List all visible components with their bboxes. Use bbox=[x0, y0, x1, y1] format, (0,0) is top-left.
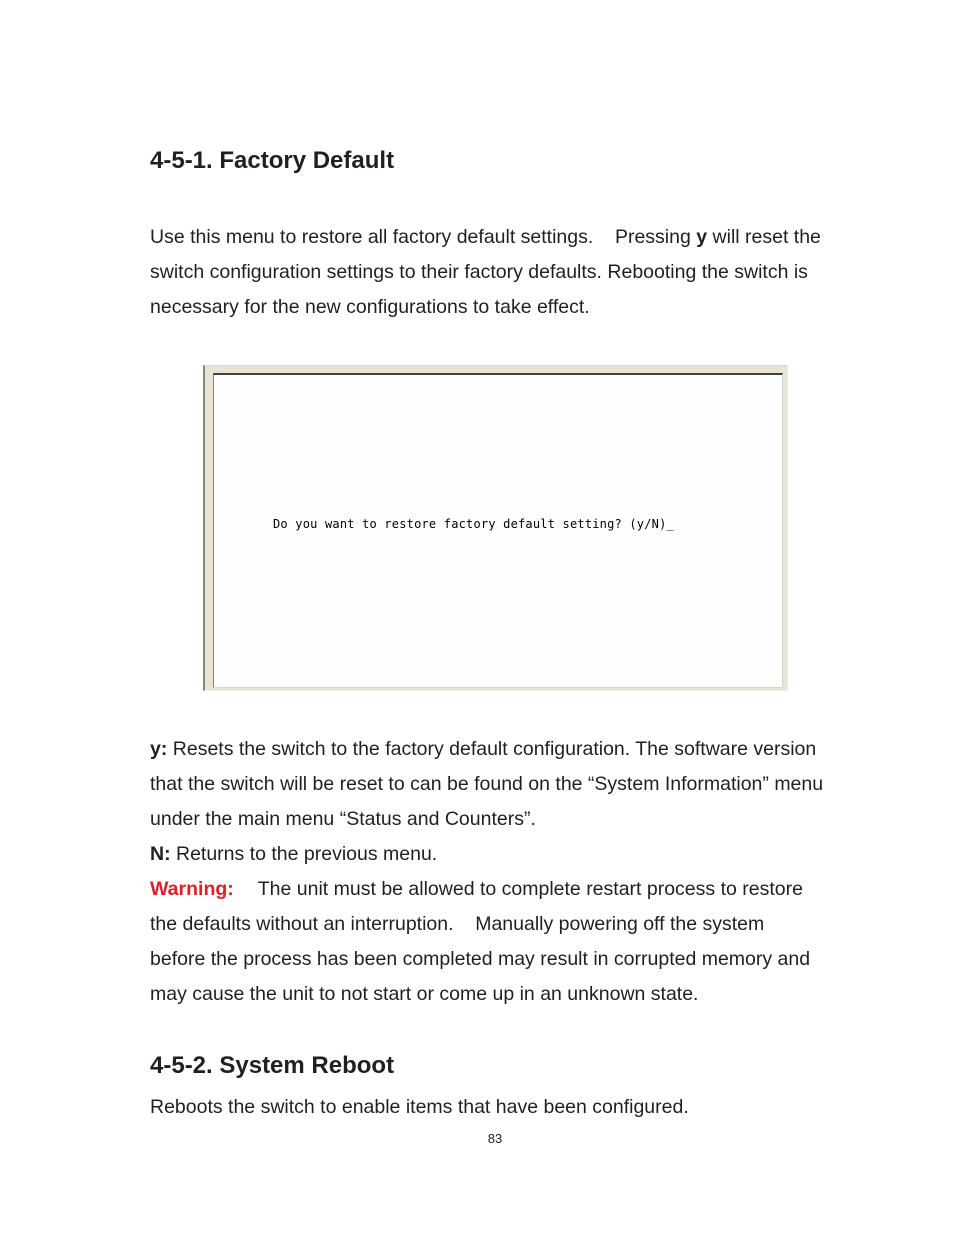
terminal-screenshot bbox=[203, 365, 788, 691]
y-option-line-1: y: Resets the switch to the factory default configuration. The software version bbox=[150, 738, 817, 760]
warning-label: Warning: bbox=[150, 878, 234, 900]
warning-line-1: Warning: The unit must be allowed to complete restart process to restore bbox=[150, 878, 803, 900]
intro-line-3: necessary for the new configurations to take effect. bbox=[150, 296, 590, 318]
system-reboot-text: Reboots the switch to enable items that have been configured. bbox=[150, 1096, 689, 1118]
section-heading-factory-default: 4-5-1. Factory Default bbox=[150, 147, 395, 174]
warning-line-4: may cause the unit to not start or come up in an unknown state. bbox=[150, 983, 699, 1005]
y-option-line-3: under the main menu “Status and Counters”. bbox=[150, 808, 536, 830]
intro-line-1: Use this menu to restore all factory default settings. Pressing y will reset the bbox=[150, 226, 821, 248]
terminal-screen bbox=[213, 373, 783, 688]
n-option-key: N: bbox=[150, 843, 171, 865]
page-number: 83 bbox=[487, 1131, 503, 1146]
y-option-key: y: bbox=[150, 738, 168, 760]
y-option-line-2: that the switch will be reset to can be found on the “System Information” menu bbox=[150, 773, 824, 795]
n-option-line: N: Returns to the previous menu. bbox=[150, 843, 438, 865]
section-heading-system-reboot: 4-5-2. System Reboot bbox=[150, 1052, 395, 1079]
terminal-prompt: Do you want to restore factory default setting? (y/N)_ bbox=[273, 517, 674, 531]
warning-line-2: the defaults without an interruption. Manually powering off the system bbox=[150, 913, 765, 935]
factory-default-intro bbox=[150, 220, 850, 325]
intro-line-2: switch configuration settings to their factory defaults. Rebooting the switch is bbox=[150, 261, 808, 283]
warning-line-3: before the process has been completed may result in corrupted memory and bbox=[150, 948, 811, 970]
option-descriptions bbox=[150, 732, 850, 1012]
key-y-inline: y bbox=[696, 226, 708, 248]
